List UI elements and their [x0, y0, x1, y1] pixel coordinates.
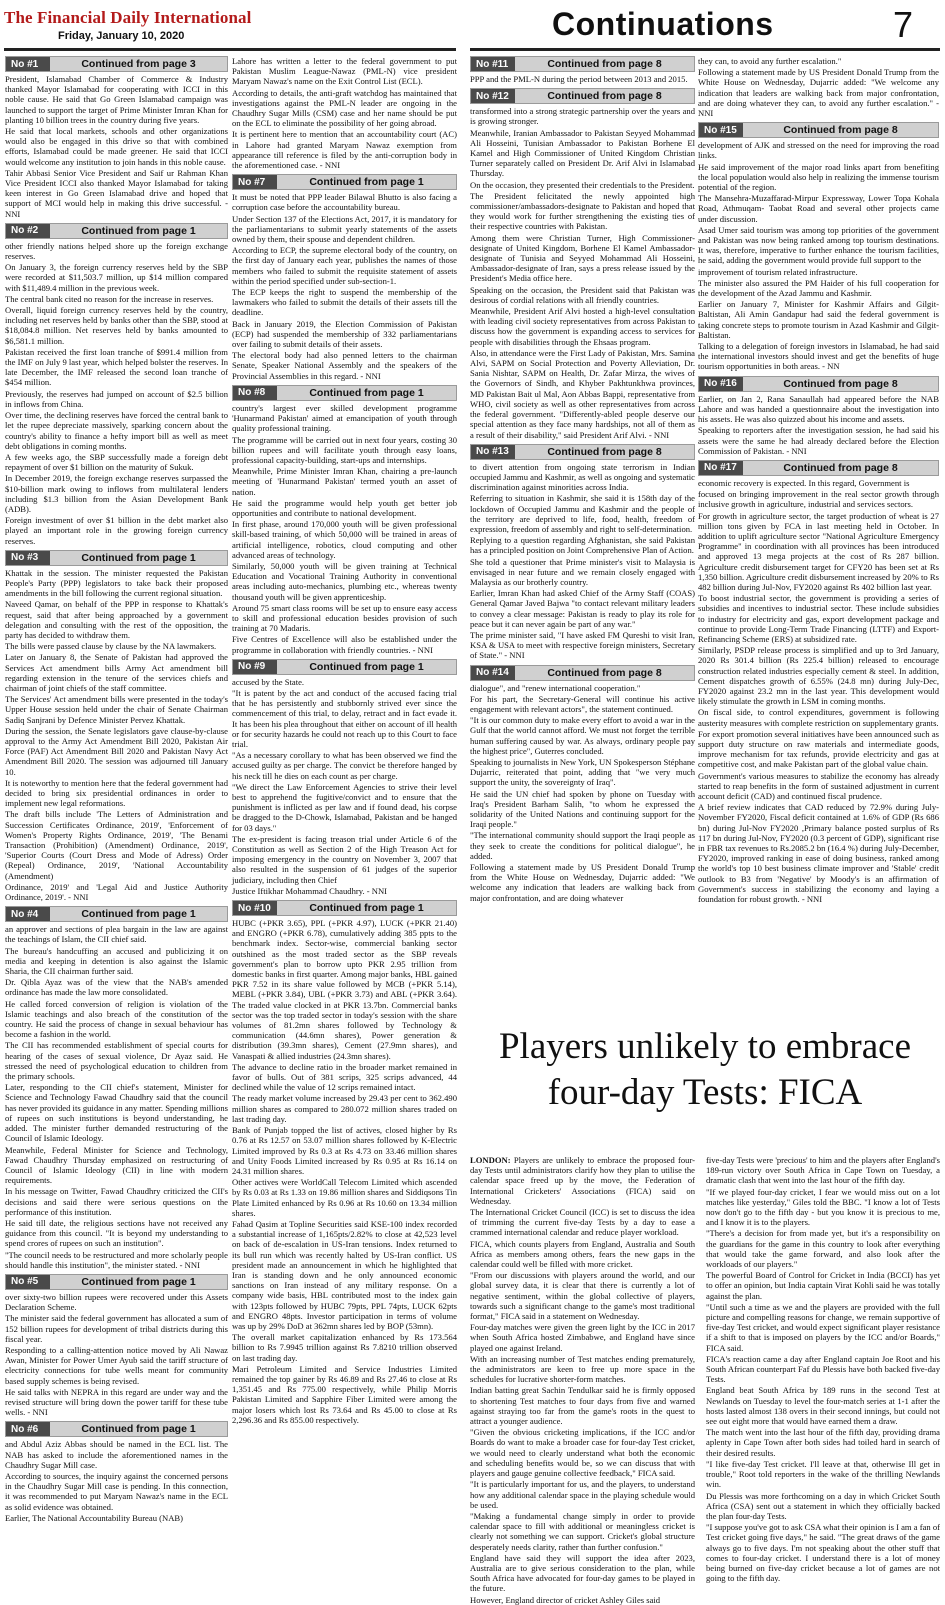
story-paragraph: A brief review indicates that CAD reduced by 72.9% during July-November FY2020, Fiscal deficit contained at 1.6% of GDP (Rs 686 bn) during Jul-Nov FY2020 ,Primary balance posted surplus of Rs 117 bn during Jul-Nov, FY2020 (0.3 percent of GDP), significant rise in FBR tax revenues to Rs.2085.2 bn (16.4 %) during July-December, FY2020, improved ranking in ease of doing business, ranked among the world's top 10 best business climate improver and 'Stable' credit outlook to B3 from 'Negative' by Moody's is an affirmation of Government's success in stabilizing the economy and laying a foundation for robust growth. - NNI [698, 802, 939, 905]
story-paragraph: Earlier on January 7, Minister for Kashmir Affairs and Gilgit-Baltistan, Ali Amin Gandapur had said the federal government is taking concrete steps to promote tourism in Azad Kashmir and Gilgit-Baltistan. [698, 299, 939, 340]
fica-paragraph: "Until such a time as we and the players are provided with the full picture and compelling reasons for change, we remain supportive of five-day Test cricket, and would expect significant player resistance if a shift to that is imposed on players by the ICC and/or Boards," FICA said. [706, 1301, 940, 1353]
continuation-story [232, 659, 457, 896]
continued-from-label: Continued from page 1 [309, 902, 424, 915]
story-body [232, 918, 457, 1425]
story-paragraph: Over time, the declining reserves have forced the central bank to let the rupee depreciate massively, sparking concern about the country's ability to finance a hefty import bill as well as meet debt obligations in coming months. [5, 410, 228, 451]
story-paragraph: economic recovery is expected. In this regard, Government is [698, 477, 910, 488]
column-3 [470, 56, 695, 1021]
story-paragraph: It must be noted that PPP leader Bilawal Bhutto is also facing a corruption case before the accountability bureau. [232, 192, 457, 213]
story-paragraph: "As a necessary corollary to what has been observed we find the accused guilty as per charge. The convict be therefore hanged by his neck till he dies on each count as per charge. [232, 750, 457, 781]
continued-from-label: Continued from page 8 [783, 124, 898, 137]
story-paragraph: The prime minister said, "I have asked FM Qureshi to visit Iran, KSA & USA to meet with respective foreign ministers, Secretary of State." - NNI [470, 629, 695, 661]
story-paragraph: The electoral body had also penned letters to the chairman Senate, Speaker National Assembly and the speakers of the Provincial Assemblies in this regard. - NNI [232, 350, 457, 381]
fica-paragraph: FICA's reaction came a day after England captain Joe Root and his South African counterpart Faf du Plessis have both backed five-day Tests. [706, 1353, 940, 1385]
story-paragraph: He said the programme would help youth get better job opportunities and contribute to national development. [232, 497, 457, 518]
fica-dateline: LONDON: [470, 1155, 511, 1165]
story-body [698, 140, 939, 371]
story-number: No #16 [699, 377, 743, 391]
story-body [470, 462, 695, 661]
story-paragraph: Government's various measures to stabilize the economy has already started to reap benefits in the form of sustained adjustment in current account deficit (CAD) and continued fiscal prudence. [698, 770, 939, 801]
continued-from-label: Continued from page 8 [783, 461, 898, 474]
continued-from-label: Continued from page 1 [81, 1275, 196, 1288]
fica-paragraph: Indian batting great Sachin Tendulkar said he is firmly opposed to shortening Test matches to four days from five and warned against straying too far from the game's roots in the quest to attract a younger audience. [470, 1385, 695, 1427]
story-paragraph: improvement of tourism related infrastructure. [698, 266, 858, 277]
story-paragraph: Replying to a question regarding Afghanistan, she said Pakistan has a principled position on Joint Comprehensive Plan of Action. [470, 535, 695, 556]
story-paragraph: Meanwhile, President Arif Alvi hosted a high-level consultation with leading civil society representatives from across Pakistan to discuss how the government is expanding access to services for people with disabilities through the Ehsaas program. [470, 306, 695, 347]
fica-paragraph: England beat South Africa by 189 runs in the second Test at Newlands on Tuesday to level the four-match series at 1-1 after the hosts lasted almost 138 overs in their second innings, but could not see out eight more that would have earned them a draw. [706, 1385, 940, 1427]
continued-from-label: Continued from page 1 [81, 1423, 196, 1436]
fica-article-column-2 [706, 1155, 940, 1584]
story-body [232, 192, 457, 381]
story-paragraph: The Mansehra-Muzaffarad-Mirpur Expressway, Lower Topa Kohala Road, Athmuqam- Taobat Road and several other projects came under discussion. [698, 193, 939, 224]
story-paragraph: Referring to situation in Kashmir, she said it is 158th day of the lockdown of Occupied Jammu and Kashmir and the people of the territory are deprived to life, food, health, freedom of expression, freedom of assembly and right to self-determination. [470, 493, 695, 534]
story-paragraph: Khattak in the session. The minister requested the Pakistan People's Party (PPP) legislators to take back their proposed amendments in the bill following the current regional situation. [5, 567, 228, 599]
story-paragraph: He called forced conversion of religion is violation of the Islamic teachings and also breach of the constitution of the country. He said the process of change in sexual behaviour has become a fashion in the world. [5, 998, 228, 1040]
fica-paragraph: Du Plessis was more forthcoming on a day in which Cricket South Africa (CSA) sent out a statement in which they officially backed the plan four-day Tests. [706, 1490, 940, 1521]
fica-paragraph: With an increasing number of Test matches ending prematurely, the administrators are keen to free up more space in the schedules for lucrative shorter-form matches. [470, 1353, 695, 1385]
story-header [5, 550, 228, 566]
story-number: No #8 [233, 386, 277, 400]
continuation-story [5, 550, 228, 903]
story-paragraph: focused on bringing improvement in the real sector growth through inclusive growth in agriculture, industrial and services sectors. [698, 489, 939, 510]
story-paragraph: Later, responding to the CII chief's statement, Minister for Science and Technology Fawad Chaudhry said that the council has never provided its guidance in any matter. Spending millions of rupees on such institutions is beyond understanding, he added. The minister further demanded restructuring of the Council of Islamic Ideology. [5, 1082, 228, 1144]
story-paragraph: He said improvement of the major road links apart from benefiting the local population would also help in realizing the immense tourism potential of the region. [698, 161, 939, 193]
fica-lead: Players are unlikely to embrace the proposed four-day Tests until administrators clarify how they plan to utilise the calendar space freed up by the move, the Federation of International Cricketers' Associations (FICA) said on Wednesday. [470, 1155, 695, 1206]
masthead [0, 0, 945, 50]
continuation-story [698, 376, 939, 456]
story-paragraph: The bureau's handcuffing an accused and publicizing it on media and keeping in detention is also against the Islamic Sharia, the CII chairman further said. [5, 945, 228, 977]
story-number: No #14 [471, 666, 515, 680]
story-paragraph: Under Section 137 of the Elections Act, 2017, it is mandatory for the parliamentarians to submit yearly statements of the assets owned by them, their spouse and dependent children. [232, 213, 457, 245]
fica-paragraph: "From our discussions with players around the world, and our global survey data, it is clear that there is currently a lot of negative sentiment, within the global collective of players, towards such a significant change to the game's most traditional format," FICA said in a statement on Wednesday. [470, 1270, 695, 1322]
story-paragraph: Speaking on the occasion, the President said that Pakistan was desirous of cordial relations with all friendly countries. [470, 284, 695, 305]
continuation-story [232, 385, 457, 655]
fica-paragraph: The International Cricket Council (ICC) is set to discuss the idea of trimming the current five-day Tests by a day to ease a crammed international calendar and reduce player workload. [470, 1207, 695, 1238]
fica-paragraph: However, England director of cricket Ashley Giles said [470, 1594, 661, 1605]
story-paragraph: to divert attention from ongoing state terrorism in Indian occupied Jammu and Kashmir, as well as ongoing and systematic discrimination against minorities across India. [470, 461, 695, 493]
story-body [698, 56, 939, 118]
story-body [698, 478, 939, 904]
story-number: No #1 [6, 57, 50, 71]
story-paragraph: He said the UN chief had spoken by phone on Tuesday with Iraq's President Barham Salih, "to whom he expressed the solidarity of the United Nations and continuing support for the Iraqi people." [470, 788, 695, 830]
story-paragraph: Naveed Qamar, on behalf of the PPP in response to Khattak's request, said that after being approached by a government delegation and consulting with the rest of the opposition, the party has decided to withdraw them. [5, 599, 228, 640]
story-number: No #10 [233, 901, 277, 915]
story-paragraph: they can, to avoid any further escalation." [698, 56, 842, 66]
continuation-story [5, 1274, 228, 1417]
story-header [232, 900, 457, 916]
continued-from-label: Continued from page 8 [547, 90, 662, 103]
fica-article-column-1 [470, 1155, 695, 1605]
story-paragraph: To boost industrial sector, the government is providing a series of subsidies and incentives to industrial sector. These include subsidies to industry for electricity and gas, export development package and continue to provide Long-Term Trade Financing (LTTF) and Export-Refinancing Scheme (ERS) at subsidized rate. [698, 593, 939, 644]
story-body [470, 683, 695, 903]
story-paragraph: Pakistan received the first loan tranche of $991.4 million from the IMF on July 9 last year, which helped bolster the reserves. In late December, the IMF released the second loan tranche of $454 million. [5, 346, 228, 388]
story-header [470, 88, 695, 104]
story-paragraph: Bank of Punjab topped the list of actives, closed higher by Rs 0.76 at Rs 12.57 on 53.07 million shares followed by K-Electric Limited improved by Rs 0.3 at Rs 4.73 on 33.46 million shares and Unity Foods Limited increased by Rs 0.95 at Rs 16.14 on 24.31 million shares. [232, 1125, 457, 1176]
story-paragraph: Later on January 8, the Senate of Pakistan had approved the Services Act amendment bills Army Act amendment bill regarding extension in the tenure of the services chiefs and chairman of joint chiefs of the staff committee. [5, 652, 228, 693]
story-paragraph: On fiscal side, to control expenditures, government is following austerity measures with complete restriction on supplementary grants. [698, 707, 939, 728]
story-paragraph: development of AJK and stressed on the need for improving the road links. [698, 140, 939, 161]
story-paragraph: On January 3, the foreign currency reserves held by the SBP were recorded at $11,503.7 million, up $14 million compared with $11,489.4 million in the previous week. [5, 262, 228, 293]
story-number: No #5 [6, 1275, 50, 1289]
continued-from-label: Continued from page 8 [547, 666, 662, 679]
fica-paragraph: "Making a fundamental change simply in order to provide calendar space to fill with additional or meaningless cricket is clearly not something we can support. Cricket's global structure desperately needs clarity, rather than further confusion." [470, 1510, 695, 1552]
story-paragraph: accused by the State. [232, 676, 305, 687]
story-header [232, 385, 457, 401]
story-header [5, 223, 228, 239]
story-paragraph: The programme will be carried out in next four years, costing 30 billion rupees and will facilitate youth through easy loans, professional capacity-building, start-ups and internships. [232, 434, 457, 465]
fica-first-paragraph [470, 1155, 695, 1206]
story-paragraph: The CII has recommended establishment of special courts for hearing of the cases of sexual violence, Dr Ayaz said. He stressed the need of psychological education to children from the primary schools. [5, 1040, 228, 1082]
story-paragraph: Following a statement made by US President Donald Trump from the White House on Wednesday, Dujarric added: "We welcome any indication that leaders are walking back from major confrontation, and are doing whatever [470, 862, 695, 903]
story-header [232, 174, 457, 190]
fica-paragraph: "I suppose you've got to ask CSA what their opinion is I am a fan of Test cricket going five days," he said. "The great draws of the game always go to five days. I'm not speaking about the other stuff that comes to four-day cricket. I understand there is a lot of money being burned on five-day cricket because a lot of games are not going to the fifth day. [706, 1522, 940, 1584]
continuation-story [698, 122, 939, 371]
continued-from-label: Continued from page 1 [309, 386, 424, 399]
story-body [232, 677, 457, 896]
fica-paragraph: "There's a decision for from made yet, but it's a responsibility on the guardians for the game in this country to look after everything that would take the game forward, and also look after the workloads of our players." [706, 1228, 940, 1270]
story-paragraph: other friendly nations helped shore up the foreign exchange reserves. [5, 240, 228, 262]
story-header [5, 56, 228, 72]
story-paragraph: "It is patent by the act and conduct of the accused facing trial that he has persistently and stubbornly strived ever since the commencement of this trial, to delay, retract and in fact evade it. It has been his plea throughout that either on account of ill health or for security hazards he could not reach up to this Court to face trial. [232, 687, 457, 749]
story-paragraph: "It is our common duty to make every effort to avoid a war in the Gulf that the world cannot afford. We must not forget the terrible human suffering caused by war. As always, ordinary people pay the highest price", Guterres concluded. [470, 715, 695, 756]
story-body [5, 568, 228, 903]
continuation-story [470, 56, 695, 84]
fica-paragraph: "If we played four-day cricket, I fear we would miss out on a lot matches like yesterday," Giles told the BBC. "I know a lot of Tests now don't go to the fifth day - but you know it is precious to me, and I know it is to the players. [706, 1186, 940, 1228]
story-paragraph: Similarly, PSDP release process is simplified and up to 3rd January, 2020 Rs 301.4 billion (Rs 225.4 billion) released to encourage construction related industries especially cement & steel. In addition, Cement dispatches growth of 6.55% (24.8 mn) during July-Dec, FY2020 against 23.2 mn in the last year. This development would likely stimulate the growth in LSM in coming months. [698, 645, 939, 707]
story-paragraph: Dr. Qibla Ayaz was of the view that the NAB's amended ordinance has made the law more consolidated. [5, 977, 228, 998]
continuation-story [470, 88, 695, 440]
story-number: No #4 [6, 907, 50, 921]
story-paragraph: He said that local markets, schools and other organizations would also be engaged in this drive so that with combined efforts, Islamabad could be made greener. He said that ICCI would welcome any institution to join hands in this noble cause. [5, 126, 228, 167]
story-number: No #6 [6, 1422, 50, 1436]
story-paragraph: Earlier, Imran Khan had asked Chief of the Army Staff (COAS) General Qamar Javed Bajwa "to contact relevant military leaders to convey a clear message: Pakistan is ready to play its role for peace but it can never again be part of any war." [470, 588, 695, 629]
continuation-story [232, 900, 457, 1425]
fica-paragraph: Four-day matches were given the green light by the ICC in 2017 when South Africa hosted Zimbabwe, and England have since played one against Ireland. [470, 1322, 695, 1353]
story-header [5, 1421, 228, 1437]
story-paragraph: dialogue", and "renew international cooperation." [470, 682, 641, 693]
continuation-story [232, 174, 457, 381]
story-header [470, 665, 695, 681]
story-body [5, 1292, 228, 1417]
story-paragraph: On the occasion, they presented their credentials to the President. [470, 179, 695, 190]
story-paragraph: According to details, the anti-graft watchdog has maintained that investigations against the PML-N leader are ongoing in the Chaudhry Sugar Mills (CSM) case and her name should be put on the ECL to eliminate the possibility of her going abroad. [232, 87, 457, 129]
continued-from-label: Continued from page 1 [81, 551, 196, 564]
continued-from-label: Continued from page 8 [547, 58, 662, 70]
story-paragraph: According to ECP, the supreme electoral body of the country, on the first day of January each year, publishes the names of those members who failed to submit the requisite statement of assets within the period specified under sub-section-1. [232, 245, 457, 286]
story-number: No #9 [233, 660, 277, 674]
fica-paragraph: The powerful Board of Control for Cricket in India (BCCI) has yet to offer an opinion, but India captain Virat Kohli said he was totally against the plan. [706, 1270, 940, 1301]
story-paragraph: The overall market capitalization enhanced by Rs 173.564 billion to Rs 7.9945 trillion against Rs 7.8210 trillion observed on last trading day. [232, 1332, 457, 1363]
story-header [698, 376, 939, 392]
continued-from-label: Continued from page 1 [81, 224, 196, 237]
story-paragraph: A few weeks ago, the SBP successfully made a foreign debt repayment of over $1 billion on the maturity of Sukuk. [5, 451, 228, 473]
continued-from-label: Continued from page 1 [309, 176, 424, 189]
story-paragraph: The central bank cited no reason for the increase in reserves. [5, 293, 214, 304]
story-paragraph: HUBC (+PKR 3.65), PPL (+PKR 4.97), LUCK (+PKR 21.40) and ENGRO (+PKR 6.78), cumulatively adding 385 ppts to the benchmark index. Sector-wise, commercial banking sector outshined as the most traded sector as the SBP reveals government's plan to borrow upto PKR 2.95 trillion from domestic banks in first quarter. Among major banks, HBL gained PKR 7.52 in its share value followed by MCB (+PKR 5.14), MEBL (+PKR 3.84), UBL (+PKR 3.73) and ABL (+PKR 3.64). The traded value clocked in at PKR 13.7bn. Commercial banks sector was the top traded sector in today's session with the share volumes of 81.2mn shares followed by Technology & communication (44.6mn shares), Power generation & distribution (39.3mn shares), Cement (27.9mn shares), and Vanaspati & allied industries (24.3mn shares). [232, 918, 457, 1061]
fica-paragraph: England have said they will support the idea after 2023, Australia are to give serious consideration to the plan, while South Africa have advocated for four-day games to be played in the future. [470, 1552, 695, 1594]
story-paragraph: The President felicitated the newly appointed high commissioner/ambassadors-designate to Pakistan and hoped that they would work for further strengthening the existing ties of their respective countries with Pakistan. [470, 190, 695, 232]
story-paragraph: It is pertinent here to mention that an accountability court (AC) in Lahore had granted Maryam Nawaz exemption from appearance till reference is filed by the anti-corruption body in the aforementioned case. - NNI [232, 129, 457, 171]
story-paragraph: The Services' Act amendment bills were presented in the today's Upper House session held under the chair of Senate Chairman Sadiq Sanjrani by Defence Minister Pervez Khattak. [5, 694, 228, 725]
column-4 [698, 56, 939, 1021]
story-body [5, 924, 228, 1270]
story-body [470, 74, 695, 84]
story-paragraph: Around 75 smart class rooms will be set up to ensure easy access to skill and professional education besides provision of such training at 70 Madaris. [232, 602, 457, 634]
story-paragraph: Responding to a calling-attention notice moved by Ali Nawaz Awan, Minister for Power Umer Ayub said the tariff structure of electricity connections for tube wells meant for community based supply schemes is being revised. [5, 1344, 228, 1386]
story-paragraph: Lahore has written a letter to the federal government to put Pakistan Muslim League-Nawaz (PML-N) vice president Maryam Nawaz's name on the Exit Control List (ECL). [232, 56, 457, 87]
story-body [232, 56, 457, 170]
story-paragraph: Similarly, 50,000 youth will be given training at Technical Education and Vocational Training Authority in conventional areas including auto-mechanics, plumbing etc., whereas twenty thousand youth will be given apprenticeship. [232, 560, 457, 602]
continued-from-label: Continued from page 1 [81, 908, 196, 921]
story-header [698, 460, 939, 476]
continued-from-label: Continued from page 8 [783, 377, 898, 390]
continuation-story [470, 665, 695, 903]
story-body [232, 403, 457, 655]
story-paragraph: country's largest ever skilled development programme 'Hunarmand Pakistan' aimed at emancipation of youth through quality professional training. [232, 402, 457, 434]
story-paragraph: transformed into a strong strategic partnership over the years and is growing stronger. [470, 106, 695, 127]
story-paragraph: Justice Iftikhar Mohammad Chaudhry. - NNI [232, 885, 388, 896]
story-paragraph: Speaking to reporters after the investigation session, he had said his assets were the same he had already declared before the Election Commission of Pakistan. - NNI [698, 425, 939, 456]
story-paragraph: Other actives were WorldCall Telecom Limited which ascended by Rs 0.03 at Rs 1.33 on 19.86 million shares and Siddiqsons Tin Plate Limited enhanced by Rs 0.96 at Rs 10.60 on 13.34 million shares. [232, 1177, 457, 1218]
story-body [5, 74, 228, 219]
continuation-story [470, 444, 695, 661]
story-number: No #11 [471, 57, 515, 71]
story-paragraph: Also, in attendance were the First Lady of Pakistan, Mrs. Samina Alvi, SAPM on Social Protection and Poverty Alleviation, Dr. Sania Nishtar, SAPM on Health, Dr. Zafar Mirza, the wives of the Governors of Sindh, and Khyber Pakhtunkhwa provinces, MD Pakistan Bait ul Mal, Aon Abbas Bappi, representative from WHO, civil society as well as other representatives from across the federal government. "Differently-abled people deserve our special attention as they face many hardships, not all of them as a result of their disability," said President Arif Alvi. - NNI [470, 347, 695, 440]
fica-paragraph: "Given the obvious cricketing implications, if the ICC and/or Boards do want to make a broader case for four-day Test cricket, we would need to clearly understand what both the economic and scheduling benefits would be, so we can discuss that with players and gauge genuine collective feedback," FICA said. [470, 1427, 695, 1479]
section-title: Continuations [552, 6, 774, 42]
story-paragraph: Five Centres of Excellence will also be established under the programme in collaboration with friendly countries. - NNI [232, 634, 457, 655]
story-paragraph: Speaking to journalists in New York, UN Spokesperson Stéphane Dujarric, reiterated that point, adding that "we very much support the unity, the sovereignty of Iraq". [470, 756, 695, 788]
column-2 [232, 56, 457, 1574]
story-paragraph: The bills were passed clause by clause by the NA lawmakers. [5, 641, 217, 652]
masthead-rule-left [4, 48, 456, 51]
continuation-story [5, 1421, 228, 1523]
story-paragraph: "The council needs to be restructured and more scholarly people should handle this institution", the minister stated. - NNI [5, 1249, 228, 1270]
fica-paragraph: The match went into the last hour of the fifth day, providing drama aplenty in Cape Town after both sides had toiled hard in search of their desired results. [706, 1427, 940, 1458]
issue-date: Friday, January 10, 2020 [58, 30, 185, 42]
story-header [232, 659, 457, 675]
story-header [470, 56, 695, 72]
continued-from-label: Continued from page 3 [81, 58, 196, 70]
story-paragraph: Tahir Abbasi Senior Vice President and Saif ur Rahman Khan Vice President ICCI also thanked Mayor Islamabad for taking keen interest in Go Green Islamabad drive and hoped that support of MCI would help in making this drive successful. - NNI [5, 167, 228, 219]
fica-paragraph: "I like five-day Test cricket. I'll leave at that, otherwise Ill get in trouble," Root told reporters in the wake of the thrilling Newlands win. [706, 1458, 940, 1490]
story-paragraph: Earlier, The National Accountability Bureau (NAB) [5, 1512, 184, 1523]
story-paragraph: The minister also assured the PM Haider of his full cooperation for the development of the Azad Jammu and Kashmir. [698, 277, 939, 299]
masthead-rule-right [470, 48, 940, 51]
story-paragraph: She told a questioner that Prime minister's visit to Malaysia is envisaged in near future and we remain closely engaged with Malaysia as our brotherly country. [470, 556, 695, 587]
story-paragraph: an approver and sections of plea bargain in the law are against the teachings of Islam, the CII chief said. [5, 924, 228, 945]
story-paragraph: In first phase, around 170,000 youth will be given professional skill-based training, of which 50,000 will be trained in areas of artificial intelligence, robotics, cloud computing and other advanced areas of technology. [232, 519, 457, 560]
story-paragraph: Among them were Christian Turner, High Commissioner-designate of United Kingdom, Borhene El Kamel Ambassador-designate of Tunisia and Seyyed Mohammad Ali Hosseini, Ambassador-designate of Iran, says a press release issued by the President's Media office here. [470, 232, 695, 284]
story-paragraph: It is noteworthy to mention here that the federal government had decided to bring six presidential ordinances in order to implement new legal reformations. [5, 777, 228, 809]
fica-headline: Players unlikely to embrace four-day Tests: FICA [498, 1026, 911, 1113]
story-body [5, 241, 228, 546]
story-number: No #2 [6, 224, 50, 238]
story-paragraph: The minister said the federal government has allocated a sum of 152 billion rupees for development of tribal districts during this fiscal year. [5, 1313, 228, 1344]
story-paragraph: Earlier, on Jan 2, Rana Sanaullah had appeared before the NAB Lahore and was handed a questionnaire about the investigation into his assets. He was also quizzed about his income and assets. [698, 393, 939, 425]
story-paragraph: Foreign investment of over $1 billion in the debt market also played an important role in the growing foreign currency reserves. [5, 515, 228, 546]
story-paragraph: PPP and the PML-N during the period between 2013 and 2015. [470, 74, 688, 84]
story-paragraph: over sixty-two billion rupees were recovered under this Assets Declaration Scheme. [5, 1291, 228, 1313]
story-number: No #7 [233, 175, 277, 189]
story-paragraph: The draft bills include 'The Letters of Administration and Succession Certificates Ordinance, 2019', 'Enforcement of Women's Property Rights Ordinance, 2019', 'The Benami Transaction (Prohibition) (Amendment) Ordinance, 2019', 'Superior Courts (Court Dress and Mode of Adress) Order (Repeal) Ordinance, 2019', 'National Accountability (Amendment) [5, 809, 228, 881]
story-paragraph: Meanwhile, Prime Minister Imran Khan, chairing a pre-launch meeting of 'Hunarmand Pakistan' termed youth an asset of nation. [232, 466, 457, 497]
story-paragraph: During the session, the Senate legislators gave clause-by-clause approval to the Army Act Amendment Bill 2020, Pakistan Air Force (PAF) Act Amendment Bill 2020 and Pakistan Navy Act Amendment Bill 2020. The session was adjourned till January 10. [5, 725, 228, 777]
continuation-story [698, 460, 939, 904]
page-number: 7 [893, 4, 914, 45]
story-paragraph: and Abdul Aziz Abbas should be named in the ECL list. The NAB has asked to include the aforementioned names in the Chaudhry Sugar Mill case. [5, 1439, 228, 1470]
story-paragraph: "The international community should support the Iraqi people as they seek to create the conditions for political dialogue", he added. [470, 830, 695, 861]
story-paragraph: President, Islamabad Chamber of Commerce & Industry thanked Mayor Islamabad for cooperating with ICCI in this noble cause. He said that Go Green Islamabad campaign was launched to support the target of Prime Minister Imran Khan for planting 10 billion trees in the country during five years. [5, 74, 228, 125]
story-paragraph: For his part, the Secretary-General will continue his active engagement with relevant actors", the statement continued. [470, 693, 695, 714]
continuation-story [698, 56, 939, 118]
continued-from-label: Continued from page 8 [547, 445, 662, 458]
story-paragraph: Overall, liquid foreign currency reserves held by the country, including net reserves held by banks other than the SBP, stood at $18,084.8 million. Net reserves held by banks amounted to $6,581.1 million. [5, 305, 228, 346]
story-paragraph: Meanwhile, Iranian Ambassador to Pakistan Seyyed Mohammad Ali Hosseini, Tunisian Ambassador to Pakistan Borhene El Kamel and High Commissioner of United Kingdom Christian Turner separately called on President Dr. Arif Alvi in Islamabad Thursday. [470, 127, 695, 179]
story-paragraph: In his message on Twitter, Fawad Chaudhry criticized the CII's decisions and said there were serious questions on the performance of this institution. [5, 1186, 228, 1217]
continued-from-label: Continued from page 1 [309, 660, 424, 673]
story-body [698, 394, 939, 456]
story-paragraph: Following a statement made by US President Donald Trump from the White House on Wednesday, Dujarric added: "We welcome any indication that leaders are walking back from major confrontation, and are doing whatever they can, to avoid any further escalation." - NNI [698, 67, 939, 119]
story-number: No #15 [699, 123, 743, 137]
fica-paragraph: "It is particularly important for us, and the players, to understand how any additional calendar space in the playing schedule would be used. [470, 1479, 695, 1510]
story-number: No #3 [6, 551, 50, 565]
story-header [5, 906, 228, 922]
story-paragraph: Asad Umer said tourism was among top priorities of the government and Pakistan was now being ranked among top tourism destinations. It was, therefore, imperative to further enhance the tourism facilities, he said, adding the government would provide full support to the [698, 224, 939, 266]
continuation-story [232, 56, 457, 170]
story-paragraph: Talking to a delegation of foreign investors in Islamabad, he had said the international investors should invest and get the benefits of huge tourism opportunities in both areas. - NN [698, 341, 939, 372]
story-number: No #12 [471, 89, 515, 103]
continuation-story [5, 223, 228, 546]
story-paragraph: Meanwhile, Federal Minister for Science and Technology, Fawad Chaudhry Thursday emphasized on restructuring of Council of Islamic Ideology (CII) in line with modern requirements. [5, 1144, 228, 1186]
story-header [470, 444, 695, 460]
fica-paragraph: five-day Tests were 'precious' to him and the players after England's 189-run victory over South Africa in Cape Town on Tuesday, a dramatic clash that went into the last hour of the fifth day. [706, 1155, 940, 1186]
story-paragraph: The advance to decline ratio in the broader market remained in favor of bulls. Out of 381 scrips, 325 scrips advanced, 44 declined while the value of 12 scrips remained intact. [232, 1061, 457, 1093]
column-1 [5, 56, 228, 1574]
paper-name: The Financial Daily International [4, 8, 252, 27]
story-body [470, 106, 695, 440]
story-paragraph: He said till date, the religious sections have not received any guidance from this council. "It is beyond my understanding to spend crores of rupees on such an institution". [5, 1217, 228, 1249]
story-number: No #13 [471, 445, 515, 459]
continuation-story [5, 906, 228, 1270]
story-paragraph: The ECP keeps the right to suspend the membership of the lawmakers who failed to submit the details of their assets till the deadline. [232, 287, 457, 318]
story-paragraph: Back in January 2019, the Election Commission of Pakistan (ECP) had suspended the membership of 332 parliamentarians over failing to submit details of their assets. [232, 318, 457, 350]
story-paragraph: Mari Petroleum Limited and Service Industries Limited remained the top gainer by Rs 46.89 and Rs 27.46 to close at Rs 1,351.45 and Rs 775.00 respectively, while Philip Morris Pakistan Limited and Sapphire Fiber Limited were among the major losers which lost Rs 73.64 and Rs 45.00 to close at Rs 2,296.36 and Rs 855.00 respectively. [232, 1363, 457, 1425]
fica-paragraph: FICA, which counts players from England, Australia and South Africa as members among others, fears the new gaps in the calendar could well be filled with more cricket. [470, 1238, 695, 1270]
story-header [5, 1274, 228, 1290]
story-paragraph: For growth in agriculture sector, the target production of wheat is 27 million tons given by FCA in last meeting held in October. In addition to uplift agriculture sector "National Agriculture Emergency Programme" in coordination with all provinces has been introduced and approved 13 mega projects at the cost of Rs 287 billion. Agriculture credit disbursement target for CFY20 has been set at Rs 1,350 billion. Agriculture credit disbursement increased by 20% to Rs 482 billion during Jul-Nov, FY2020 against Rs 402 billion last year. [698, 510, 939, 592]
story-body [5, 1439, 228, 1523]
story-paragraph: He said talks with NEPRA in this regard are under way and the revised structure will bring down the power tariff for these tube wells. - NNI [5, 1386, 228, 1418]
continuation-story [5, 56, 228, 219]
story-header [698, 122, 939, 138]
story-paragraph: For export promotion several initiatives have been announced such as support duty structure on raw materials and intermediate goods, improve mechanism for tax refunds, provide electricity and gas at competitive cost, and make Pakistan part of the global value chain. [698, 728, 939, 770]
story-paragraph: The ex-president is facing treason trial under Article 6 of the Constitution as well as Section 2 of the High Treason Act for imposing emergency in the country on November 3, 2007 that also resulted in the suspension of 61 judges of the superior judiciary, including then Chief [232, 833, 457, 885]
story-paragraph: Fahad Qasim at Topline Securities said KSE-100 index recorded a substantial increase of 1,165pts/2.82% to close at 42,523 level on back of de-escalation in US-Iran tensions. Index returned to its bull run which was recently halted by US-Iran conflict. US president made an announcement in which he highlighted that Iran is standing down and he only announced economic sanctions on Iran instead of any military response. On a company wide basis, HBL contributed most to the index gain with 123pts followed by HUBC 79pts, PPL 74pts, LUCK 62pts and ENGRO 48pts. Investor participation in terms of volume was up by 29% DoD at 362mn shares led by BOP (53mn). [232, 1218, 457, 1331]
story-paragraph: "We direct the Law Enforcement Agencies to strive their level best to apprehend the fugitive/convict and to ensure that the punishment is inflicted as per law and if found dead, his corpse be dragged to the D-Chowk, Islamabad, Pakistan and be hanged for 03 days." [232, 781, 457, 833]
story-paragraph: The ready market volume increased by 29.43 per cent to 362.490 million shares as compared to 280.072 million shares traded on last trading day. [232, 1093, 457, 1124]
story-paragraph: According to sources, the inquiry against the concerned persons in the Chaudhry Sugar Mill case is pending. In this connection, it was recommended to put Maryam Nawaz's name in the ECL as solid evidence was obtained. [5, 1470, 228, 1512]
story-paragraph: Ordinance, 2019' and 'Legal Aid and Justice Authority Ordinance, 2019'. - NNI [5, 881, 228, 903]
story-paragraph: Previously, the reserves had jumped on account of $2.5 billion in inflows from China. [5, 388, 228, 409]
story-number: No #17 [699, 461, 743, 475]
story-paragraph: In December 2019, the foreign exchange reserves surpassed the $10-billion mark owing to inflows from multilateral lenders including $1.3 billion from the Asian Development Bank (ADB). [5, 473, 228, 514]
